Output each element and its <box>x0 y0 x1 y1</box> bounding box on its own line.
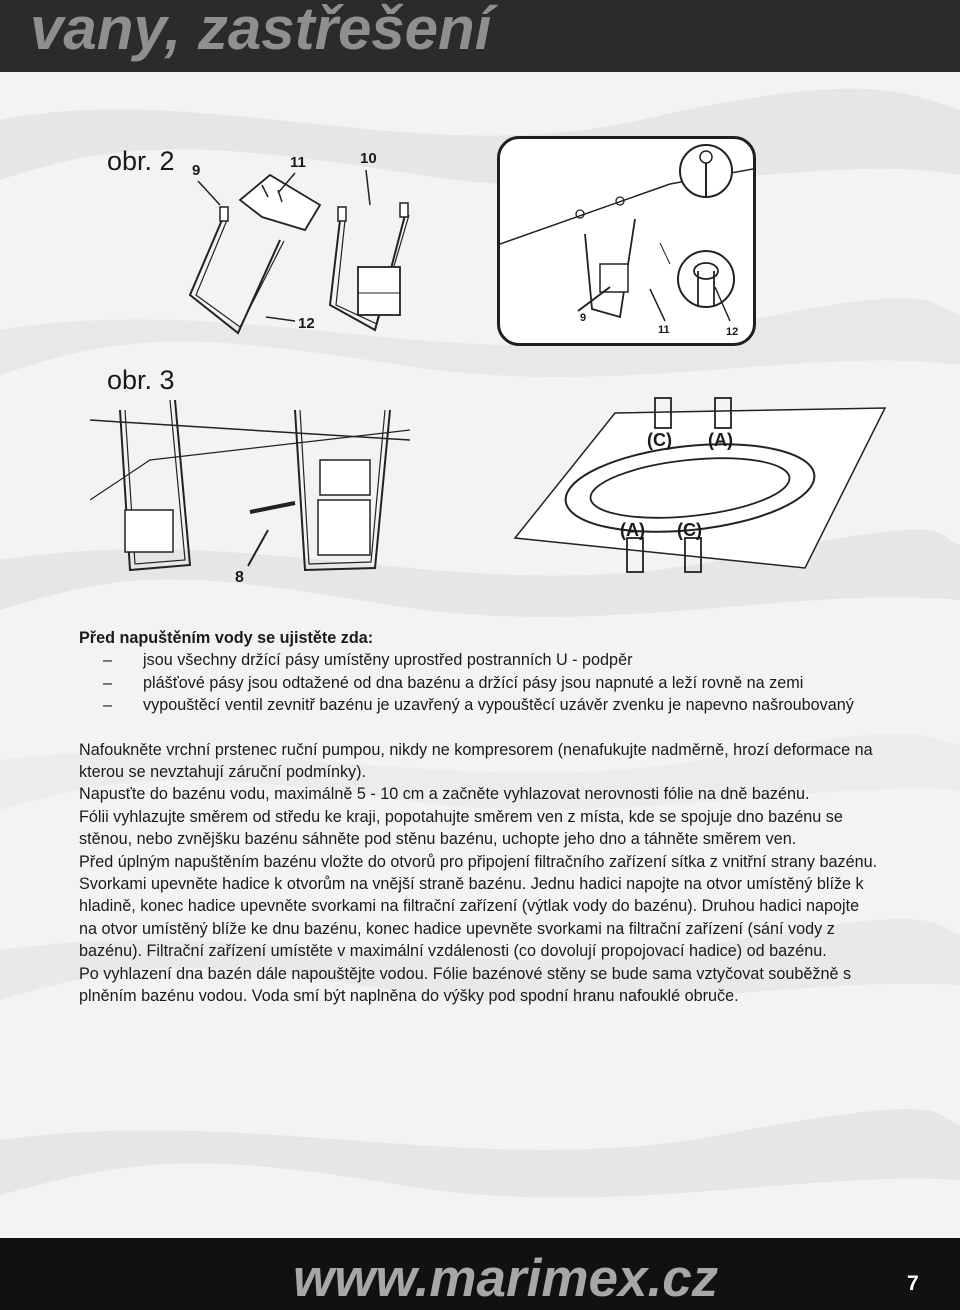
paragraph-final-fill: Po vyhlazení dna bazén dále napouštějte vodou. Fólie bazénové stěny se bude sama vztyčovat souběžně s plněním bazénu vodou. Voda smí být naplněna do výšky pod spodní hranu nafouklé obruče. <box>79 964 852 1006</box>
dash-bullet: – <box>103 651 113 670</box>
page-footer <box>0 1238 960 1310</box>
dash-bullet: – <box>103 696 113 715</box>
paragraph-filter-setup: Před úplným napuštěním bazénu vložte do otvorů pro připojení filtračního zařízení sítka z vnitřní strany bazénu. Svorkami upevněte hadice k otvorům na vnější straně bazénu. Jednu hadici napojte na otvor umístěný blíže k hladině, konec hadice upevněte svorkami na filtrační zařízení (výtlak vody do bazénu). Druhou hadici napojte na otvor umístěný blíže ke dnu bazénu, konec hadice upevněte svorkami na filtrační zařízení (sání vody z bazénu). Filtrační zařízení umístěte v maximální vzdálenosti (co dovolují propojovací hadice) od bazénu. <box>79 852 878 961</box>
pre-fill-checklist <box>79 649 879 716</box>
pool-callout-a-top: (A) <box>708 430 733 450</box>
callout-8: 8 <box>235 569 244 585</box>
paragraph-fill-water: Napusťte do bazénu vodu, maximálně 5 - 10 cm a začněte vyhlazovat nerovnosti fólie na dně bazénu. <box>79 785 810 804</box>
checklist-item-text: jsou všechny držící pásy umístěny uprostřed postranních U - podpěr <box>143 651 633 670</box>
figure-2-label: obr. 2 <box>107 146 175 176</box>
figure-3-pool-illustration <box>505 388 895 588</box>
pool-callout-a-bottom: (A) <box>620 520 645 540</box>
section-title: vany, zastřešení <box>30 0 492 62</box>
dash-bullet: – <box>103 673 113 692</box>
pool-callout-c-bottom: (C) <box>677 520 702 540</box>
checklist-item <box>79 694 879 716</box>
paragraph-inflate: Nafoukněte vrchní prstenec ruční pumpou, nikdy ne kompresorem (nenafukujte nadměrně, hrozí deformace na kterou se nevztahují záruční podmínky). <box>79 740 873 782</box>
checklist-item-text: vypouštěcí ventil zevnitř bazénu je uzavřený a vypouštěcí uzávěr zvenku je napevno našroubovaný <box>143 696 854 715</box>
page-header <box>0 0 960 72</box>
checklist-item-text: plášťové pásy jsou odtažené od dna bazénu a držící pásy jsou napnuté a leží rovně na zemi <box>143 673 804 692</box>
instructions-section <box>79 627 879 1008</box>
callout-11: 11 <box>290 154 306 171</box>
page-number: 7 <box>907 1272 919 1295</box>
detail-callout-9: 9 <box>580 312 587 324</box>
checklist-item <box>79 649 879 671</box>
figure-2-detail-illustration <box>500 139 753 343</box>
callout-9: 9 <box>192 162 201 179</box>
instructions-heading: Před napuštěním vody se ujistěte zda: <box>79 629 374 647</box>
paragraph-smooth-liner: Fólii vyhlazujte směrem od středu ke kraji, popotahujte směrem ven z místa, kde se spojuje dno bazénu se stěnou, nebo zvnějšku bazénu sáhněte pod stěnu bazénu, uchopte jeho dno a táhněte směrem ven. <box>79 807 843 849</box>
website-url: www.marimex.cz <box>293 1249 719 1308</box>
figure-2-left-illustration <box>170 145 470 340</box>
callout-10: 10 <box>360 150 377 167</box>
detail-callout-11: 11 <box>658 324 670 336</box>
figure-3-left-illustration <box>90 400 420 585</box>
detail-callout-12: 12 <box>726 326 739 338</box>
pool-callout-c-top: (C) <box>647 430 672 450</box>
checklist-item <box>79 672 879 694</box>
callout-12: 12 <box>298 315 315 332</box>
figure-3-label: obr. 3 <box>107 365 175 395</box>
figure-2-detail-panel <box>497 136 756 346</box>
